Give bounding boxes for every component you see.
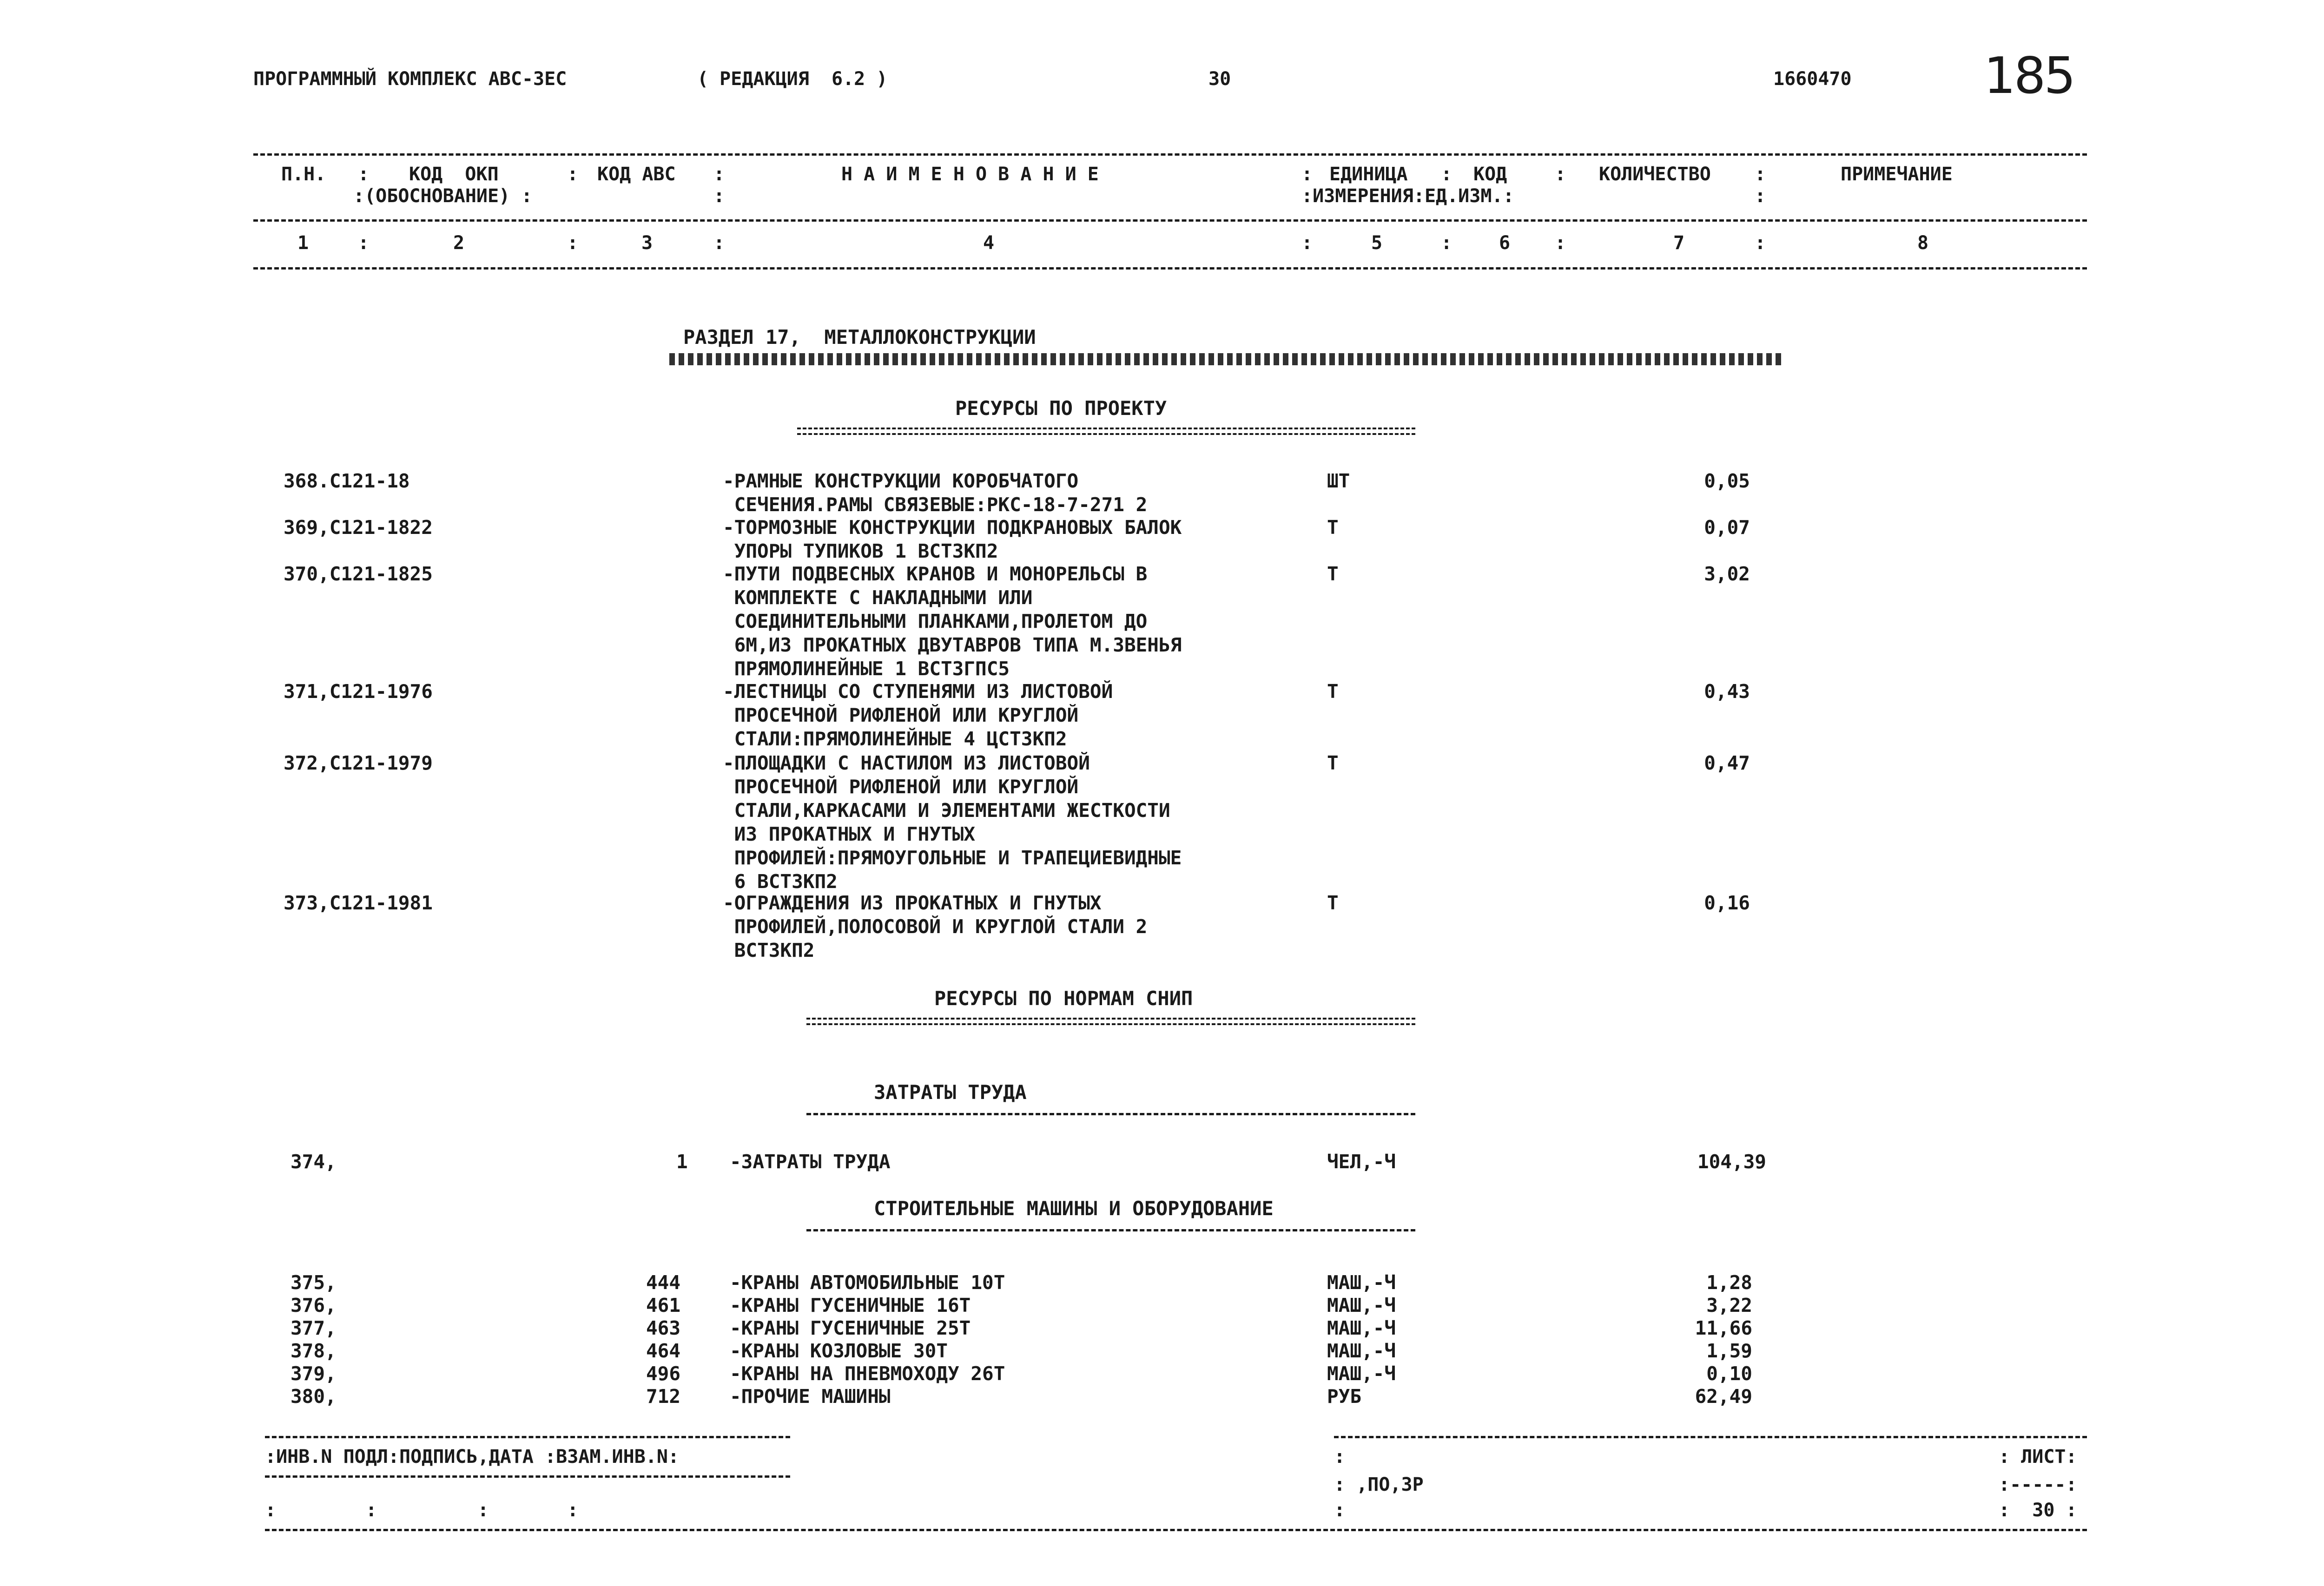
project-row-code: 372,С121-1979 [284, 752, 433, 774]
project-row-code: 373,С121-1981 [284, 892, 433, 914]
machine-row-abc: 496 [646, 1362, 681, 1385]
labor-underline [806, 1113, 1415, 1115]
labor-row-unit: ЧЕЛ,-Ч [1327, 1151, 1396, 1173]
footer-sheet-rule: :-----: [1999, 1474, 2077, 1495]
col-separator: : [1441, 232, 1452, 254]
project-row-code: 370,С121-1825 [284, 563, 433, 585]
footer-form-code: : ,ПО,ЗР [1334, 1474, 1424, 1495]
project-row-desc-line: ИЗ ПРОКАТНЫХ И ГНУТЫХ [723, 823, 976, 845]
project-row-unit: Т [1327, 892, 1339, 914]
col-number-8: 8 [1917, 232, 1929, 254]
machine-row-name: -КРАНЫ НА ПНЕВМОХОДУ 26Т [730, 1362, 1005, 1385]
project-row-desc-line: -РАМНЫЕ КОНСТРУКЦИИ КОРОБЧАТОГО [723, 470, 1079, 492]
project-row-qty: 0,43 [1704, 680, 1750, 703]
project-row-qty: 0,05 [1704, 470, 1750, 492]
project-row-desc-line: ВСТ3КП2 [723, 939, 815, 961]
edition: ( РЕДАКЦИЯ 6.2 ) [697, 68, 888, 90]
machine-row-code: 380, [290, 1385, 337, 1408]
project-row-qty: 0,07 [1704, 516, 1750, 539]
col-code-abc: КОД АВС [597, 164, 676, 185]
machine-row-unit: МАШ,-Ч [1327, 1317, 1396, 1339]
project-row-desc-line: 6М,ИЗ ПРОКАТНЫХ ДВУТАВРОВ ТИПА М.ЗВЕНЬЯ [723, 634, 1182, 656]
labor-row-abc: 1 [676, 1151, 688, 1173]
machine-row-name: -КРАНЫ КОЗЛОВЫЕ 30Т [730, 1340, 948, 1362]
col-number-5: 5 [1371, 232, 1383, 254]
machine-row-name: -ПРОЧИЕ МАШИНЫ [730, 1385, 891, 1408]
machine-row-qty: 0,10 [1706, 1362, 1752, 1385]
col-separator: : [1301, 232, 1313, 254]
col-separator: : [567, 164, 579, 185]
header-top-rule [253, 153, 2087, 156]
project-row-desc-line: -ПУТИ ПОДВЕСНЫХ КРАНОВ И МОНОРЕЛЬСЫ В [723, 563, 1148, 585]
machine-row-code: 378, [290, 1340, 337, 1362]
project-row-unit: Т [1327, 680, 1339, 703]
header-bottom-rule [253, 267, 2087, 270]
machine-row-abc: 444 [646, 1271, 681, 1294]
footer-top-rule [265, 1436, 790, 1438]
document-code: 1660470 [1773, 68, 1852, 90]
footer-separator: : [1334, 1446, 1346, 1468]
col-separator: : [567, 232, 579, 254]
machine-row-name: -КРАНЫ АВТОМОБИЛЬНЫЕ 10Т [730, 1271, 1005, 1294]
project-row-desc-line: СТАЛИ,КАРКАСАМИ И ЭЛЕМЕНТАМИ ЖЕСТКОСТИ [723, 799, 1170, 822]
col-code-okp: КОД ОКП [409, 164, 499, 185]
project-row-qty: 0,47 [1704, 752, 1750, 774]
col-code-okp-basis: :(ОБОСНОВАНИЕ) : [353, 185, 533, 207]
col-separator: : [358, 232, 370, 254]
col-separator: : [1755, 164, 1766, 185]
project-row-unit: Т [1327, 563, 1339, 585]
machines-underline [806, 1229, 1415, 1231]
col-separator: : [713, 164, 725, 185]
project-row-desc-line: 6 ВСТ3КП2 [723, 870, 838, 893]
col-quantity: КОЛИЧЕСТВО [1599, 164, 1711, 185]
project-row-code: 369,С121-1822 [284, 516, 433, 539]
machine-row-unit: МАШ,-Ч [1327, 1294, 1396, 1316]
machine-row-code: 377, [290, 1317, 337, 1339]
project-row-desc-line: -ЛЕСТНИЦЫ СО СТУПЕНЯМИ ИЗ ЛИСТОВОЙ [723, 680, 1113, 703]
col-separator: : [1555, 164, 1566, 185]
labor-row-name: -ЗАТРАТЫ ТРУДА [730, 1151, 891, 1173]
project-row-desc-line: -ПЛОЩАДКИ С НАСТИЛОМ ИЗ ЛИСТОВОЙ [723, 752, 1090, 774]
project-row-desc-line: ПРОСЕЧНОЙ РИФЛЕНОЙ ИЛИ КРУГЛОЙ [723, 704, 1079, 726]
footer-sheet-label: : ЛИСТ: [1999, 1446, 2077, 1468]
machine-row-abc: 461 [646, 1294, 681, 1316]
col-unit-measure: :ИЗМЕРЕНИЯ:ЕД.ИЗМ.: [1301, 185, 1514, 207]
labor-heading: ЗАТРАТЫ ТРУДА [874, 1081, 1027, 1104]
col-separator: : [713, 185, 725, 207]
project-row-qty: 0,16 [1704, 892, 1750, 914]
resources-project-heading: РЕСУРСЫ ПО ПРОЕКТУ [955, 397, 1167, 420]
footer-separator: : [1334, 1500, 1346, 1521]
project-row-desc-line: СТАЛИ:ПРЯМОЛИНЕЙНЫЕ 4 ЦСТ3КП2 [723, 728, 1067, 750]
handwritten-page-number: 185 [1984, 47, 2074, 105]
machine-row-unit: МАШ,-Ч [1327, 1340, 1396, 1362]
col-number-1: 1 [297, 232, 309, 254]
col-code-unit: КОД [1473, 164, 1507, 185]
section-title: РАЗДЕЛ 17, МЕТАЛЛОКОНСТРУКЦИИ [683, 326, 1036, 349]
col-separator: : [1755, 185, 1766, 207]
machine-row-qty: 1,59 [1706, 1340, 1752, 1362]
project-row-desc-line: ПРОФИЛЕЙ,ПОЛОСОВОЙ И КРУГЛОЙ СТАЛИ 2 [723, 915, 1148, 938]
footer-stamp-cells: :ИНВ.N ПОДЛ:ПОДПИСЬ,ДАТА :ВЗАМ.ИНВ.N: [265, 1446, 680, 1468]
section-underline [669, 353, 1785, 365]
col-number-7: 7 [1673, 232, 1685, 254]
project-row-desc-line: ПРОФИЛЕЙ:ПРЯМОУГОЛЬНЫЕ И ТРАПЕЦИЕВИДНЫЕ [723, 847, 1182, 869]
col-separator: : [713, 232, 725, 254]
project-row-unit: Т [1327, 516, 1339, 539]
project-row-code: 371,С121-1976 [284, 680, 433, 703]
machine-row-qty: 1,28 [1706, 1271, 1752, 1294]
machine-row-qty: 3,22 [1706, 1294, 1752, 1316]
program-name: ПРОГРАММНЫЙ КОМПЛЕКС АВС-ЗЕС [253, 68, 567, 90]
col-separator: : [1755, 232, 1766, 254]
header-mid-rule [253, 219, 2087, 222]
col-number-4: 4 [983, 232, 995, 254]
col-number-2: 2 [453, 232, 465, 254]
project-row-qty: 3,02 [1704, 563, 1750, 585]
footer-sheet-number: : 30 : [1999, 1500, 2077, 1521]
project-row-desc-line: -ТОРМОЗНЫЕ КОНСТРУКЦИИ ПОДКРАНОВЫХ БАЛОК [723, 516, 1182, 539]
machine-row-code: 379, [290, 1362, 337, 1385]
machine-row-abc: 463 [646, 1317, 681, 1339]
labor-row-qty: 104,39 [1697, 1151, 1766, 1173]
project-row-desc-line: СОЕДИНИТЕЛЬНЫМИ ПЛАНКАМИ,ПРОЛЕТОМ ДО [723, 610, 1148, 632]
machine-row-unit: МАШ,-Ч [1327, 1271, 1396, 1294]
project-row-code: 368.С121-18 [284, 470, 410, 492]
footer-cells-row: : : : : [265, 1500, 579, 1521]
project-row-desc-line: -ОГРАЖДЕНИЯ ИЗ ПРОКАТНЫХ И ГНУТЫХ [723, 892, 1102, 914]
col-name: Н А И М Е Н О В А Н И Е [841, 164, 1099, 185]
machine-row-name: -КРАНЫ ГУСЕНИЧНЫЕ 25Т [730, 1317, 971, 1339]
machine-row-name: -КРАНЫ ГУСЕНИЧНЫЕ 16Т [730, 1294, 971, 1316]
machine-row-qty: 11,66 [1695, 1317, 1752, 1339]
project-row-desc-line: ПРОСЕЧНОЙ РИФЛЕНОЙ ИЛИ КРУГЛОЙ [723, 776, 1079, 798]
resources-project-underline [797, 428, 1415, 429]
page-number: 30 [1208, 68, 1231, 90]
project-row-desc-line: КОМПЛЕКТЕ С НАКЛАДНЫМИ ИЛИ [723, 586, 1033, 609]
machine-row-unit: МАШ,-Ч [1327, 1362, 1396, 1385]
col-number-3: 3 [641, 232, 653, 254]
machines-heading: СТРОИТЕЛЬНЫЕ МАШИНЫ И ОБОРУДОВАНИЕ [874, 1197, 1274, 1220]
machine-row-code: 375, [290, 1271, 337, 1294]
resources-snip-underline [806, 1018, 1415, 1020]
col-number-6: 6 [1499, 232, 1511, 254]
project-row-desc-line: ПРЯМОЛИНЕЙНЫЕ 1 ВСТ3ГПС5 [723, 658, 1010, 680]
col-separator: : [1441, 164, 1452, 185]
col-pn: П.Н. [281, 164, 326, 185]
col-unit: ЕДИНИЦА [1329, 164, 1408, 185]
col-separator: : [1555, 232, 1566, 254]
col-note: ПРИМЕЧАНИЕ [1841, 164, 1953, 185]
project-row-unit: Т [1327, 752, 1339, 774]
footer-top-rule-right [1334, 1436, 2087, 1438]
footer-bottom-rule [265, 1529, 2087, 1531]
col-separator: : [1301, 164, 1313, 185]
machine-row-unit: РУБ [1327, 1385, 1362, 1408]
resources-snip-heading: РЕСУРСЫ ПО НОРМАМ СНИП [934, 987, 1193, 1010]
machine-row-abc: 712 [646, 1385, 681, 1408]
col-separator: : [358, 164, 370, 185]
project-row-desc-line: СЕЧЕНИЯ.РАМЫ СВЯЗЕВЫЕ:РКС-18-7-271 2 [723, 494, 1148, 516]
project-row-unit: ШТ [1327, 470, 1350, 492]
machine-row-abc: 464 [646, 1340, 681, 1362]
machine-row-code: 376, [290, 1294, 337, 1316]
project-row-desc-line: УПОРЫ ТУПИКОВ 1 ВСТ3КП2 [723, 540, 998, 562]
labor-row-code: 374, [290, 1151, 337, 1173]
footer-mid-rule [265, 1475, 790, 1478]
machine-row-qty: 62,49 [1695, 1385, 1752, 1408]
